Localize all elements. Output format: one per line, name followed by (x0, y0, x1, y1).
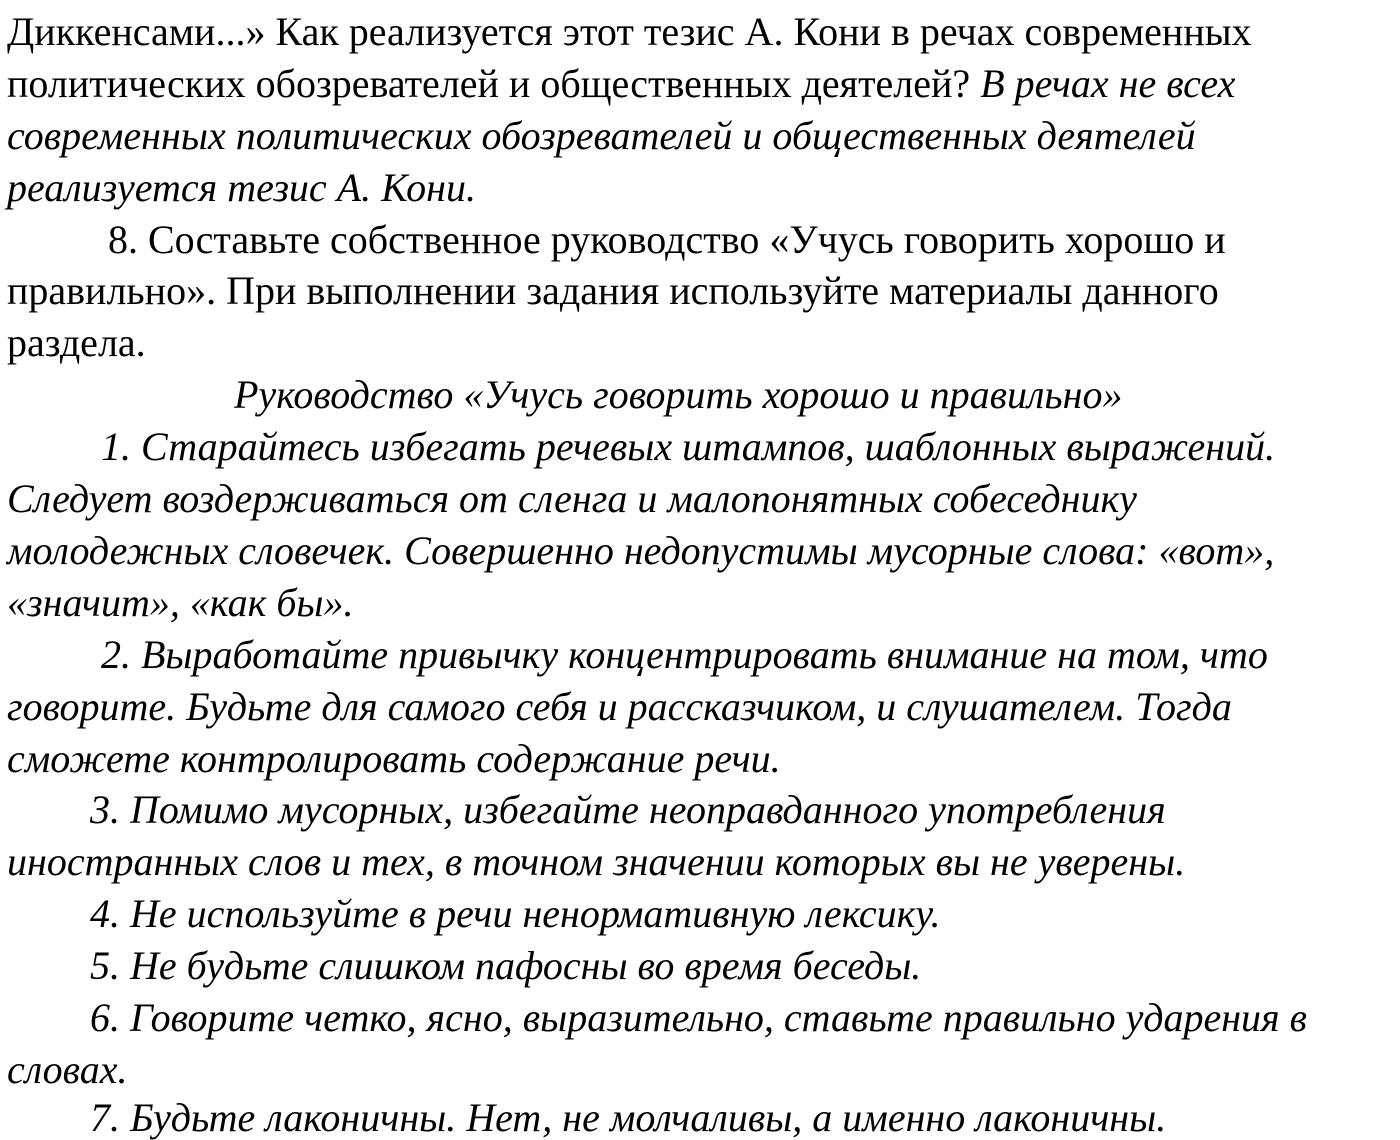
guide-item-3-line-1: 3. Помимо мусорных, избегайте неоправданного употребления (90, 787, 1166, 832)
guide-item-2-line-3: сможете контролировать содержание речи. (7, 736, 781, 781)
text-line-3: современных политических обозревателей и общественных деятелей (7, 113, 1196, 158)
guide-item-2-line-2: говорите. Будьте для самого себя и рассказчиком, и слушателем. Тогда (7, 684, 1232, 729)
text-line-1: Диккенсами...» Как реализуется этот тезис А. Кони в речах современных (7, 9, 1252, 54)
guide-item-1-line-1: 1. Старайтесь избегать речевых штампов, шаблонных выражений. (101, 424, 1276, 469)
text-line-2 (7, 61, 1236, 106)
guide-item-1-line-3: молодежных словечек. Совершенно недопустимы мусорные слова: «вот», (7, 528, 1275, 573)
guide-item-6-line-1: 6. Говорите четко, ясно, выразительно, ставьте правильно ударения в (90, 995, 1308, 1040)
guide-title: Руководство «Учусь говорить хорошо и правильно» (234, 372, 1123, 417)
guide-item-5: 5. Не будьте слишком пафосны во время беседы. (90, 943, 922, 988)
guide-item-2-line-1: 2. Выработайте привычку концентрировать внимание на том, что (101, 632, 1268, 677)
guide-item-7: 7. Будьте лаконичны. Нет, не молчаливы, а именно лаконичны. (90, 1095, 1167, 1140)
guide-item-1-line-2: Следует воздерживаться от сленга и малопонятных собеседнику (7, 476, 1137, 521)
task-8-line-2: правильно». При выполнении задания используйте материалы данного (7, 268, 1219, 313)
guide-item-6-line-2: словах. (7, 1047, 128, 1092)
text-line-2-italic: В речах не всех (980, 61, 1236, 106)
text-line-2-regular: политических обозревателей и общественных деятелей? (7, 61, 981, 106)
guide-item-1-line-4: «значит», «как бы». (7, 580, 354, 625)
task-8-line-3: раздела. (7, 320, 146, 365)
guide-item-3-line-2: иностранных слов и тех, в точном значении которых вы не уверены. (7, 839, 1186, 884)
guide-item-4: 4. Не используйте в речи ненормативную лексику. (90, 891, 941, 936)
text-line-4: реализуется тезис А. Кони. (7, 165, 477, 210)
task-8-line-1: 8. Составьте собственное руководство «Учусь говорить хорошо и (108, 217, 1226, 262)
